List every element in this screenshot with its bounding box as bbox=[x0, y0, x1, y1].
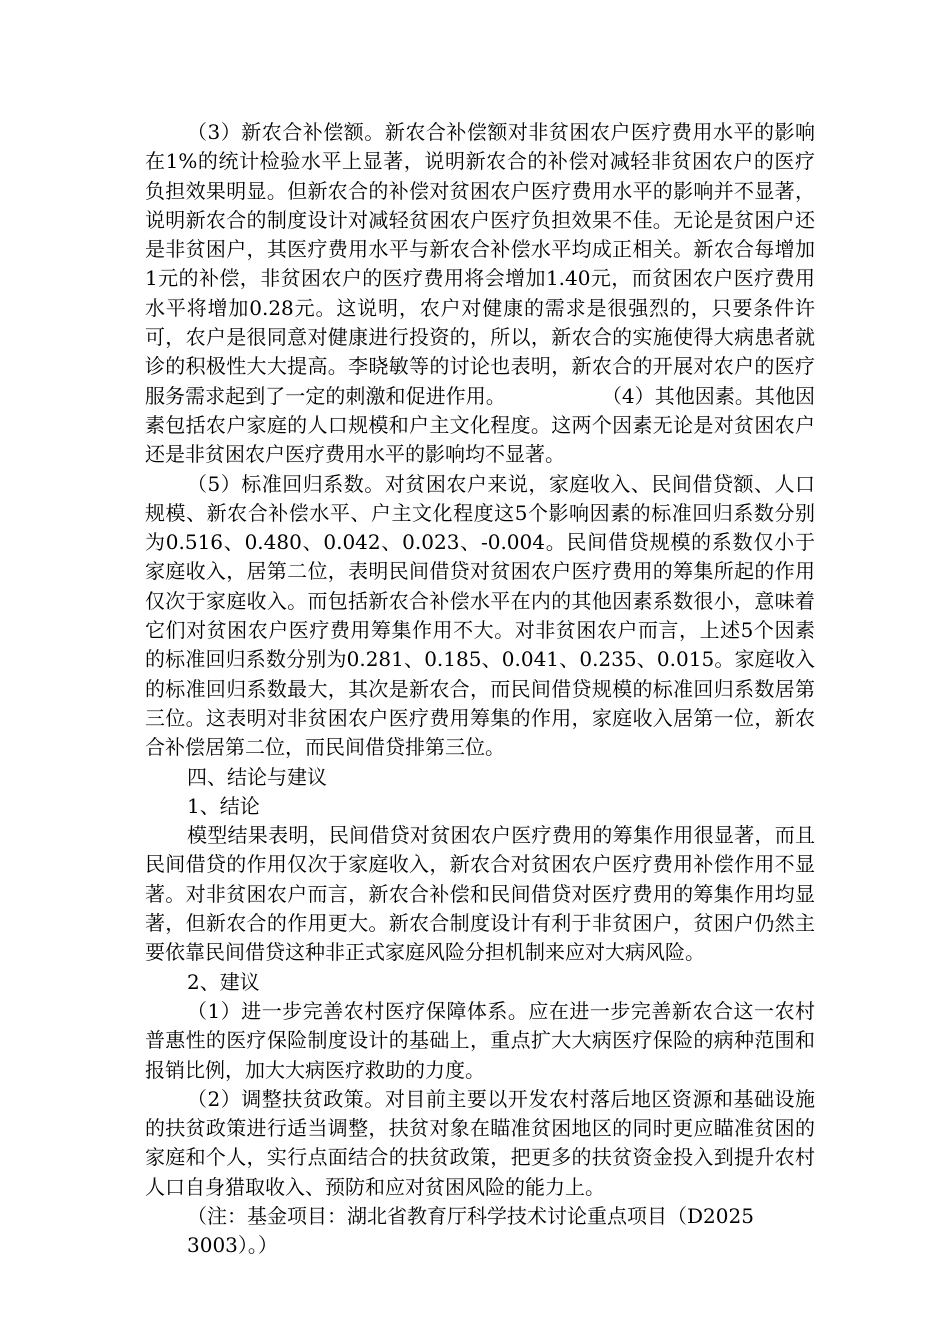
funding-note-line-1: （注：基金项目：湖北省教育厅科学技术讨论重点项目（D2025 bbox=[187, 1203, 754, 1228]
paragraph-suggestion-2: （2）调整扶贫政策。对目前主要以开发农村落后地区资源和基础设施的扶贫政策进行适当调整，扶贫对象在瞄准贫困地区的同时更应瞄准贫困的家庭和个人，实行点面结合的扶贫政策，把更多的扶贫资金投入到提升农村人口自身猎取收入、预防和应对贫困风险的能力上。 bbox=[145, 1086, 815, 1199]
paragraph-segment-4: （4）其他因素。其他因素包括农户家庭的人口规模和户主文化程度。这两个因素无论是对贫困农户还是非贫困农户医疗费用水平的影响均不显著。 bbox=[145, 383, 816, 467]
section-heading-conclusions: 四、结论与建议 bbox=[187, 764, 327, 789]
paragraph-conclusion: 模型结果表明，民间借贷对贫困农户医疗费用的筹集作用很显著，而且民间借贷的作用仅次于家庭收入，新农合对贫困农户医疗费用补偿作用不显著。对非贫困农户而言，新农合补偿和民间借贷对医疗费用的筹集作用均显著，但新农合的作用更大。新农合制度设计有利于非贫困户，贫困户仍然主要依靠民间借贷这种非正式家庭风险分担机制来应对大病风险。 bbox=[145, 823, 815, 965]
funding-note-line-2: 3003）。） bbox=[187, 1233, 278, 1258]
paragraph-standard-coefficients: （5）标准回归系数。对贫困农户来说，家庭收入、民间借贷额、人口规模、新农合补偿水平、户主文化程度这5个影响因素的标准回归系数分别为0.516、0.480、0.042、0.023、-0.004。民间借贷规模的系数仅小于家庭收入，居第二位，表明民间借贷对贫困农户医疗费用的筹集所起的作用仅次于家庭收入。而包括新农合补偿水平在内的其他因素系数很小，意味着它们对贫困农户医疗费用筹集作用不大。对非贫困农户而言，上述5个因素的标准回归系数分别为0.281、0.185、0.041、0.235、0.015。家庭收入的标准回归系数最大，其次是新农合，而民间借贷规模的标准回归系数居第三位。这表明对非贫困农户医疗费用筹集的作用，家庭收入居第一位，新农合补偿居第二位，而民间借贷排第三位。 bbox=[145, 471, 815, 760]
subheading-conclusion: 1、结论 bbox=[187, 793, 260, 818]
funding-note bbox=[145, 1202, 815, 1261]
subheading-suggestions: 2、建议 bbox=[187, 969, 260, 994]
document-body bbox=[145, 118, 815, 1261]
paragraph-segment-3: （3）新农合补偿额。新农合补偿额对非贫困农户医疗费用水平的影响在1%的统计检验水平上显著，说明新农合的补偿对减轻非贫困农户的医疗负担效果明显。但新农合的补偿对贫困农户医疗费用水平的影响并不显著，说明新农合的制度设计对减轻贫困农户医疗负担效果不佳。无论是贫困户还是非贫困户，其医疗费用水平与新农合补偿水平均成正相关。新农合每增加1元的补偿，非贫困农户的医疗费用将会增加1.40元，而贫困农户医疗费用水平将增加0.28元。这说明，农户对健康的需求是很强烈的，只要条件许可，农户是很同意对健康进行投资的，所以，新农合的实施使得大病患者就诊的积极性大大提高。李晓敏等的讨论也表明，新农合的开展对农户的医疗服务需求起到了一定的刺激和促进作用。 bbox=[145, 120, 815, 408]
paragraph-nhc-compensation bbox=[145, 118, 815, 470]
paragraph-suggestion-1: （1）进一步完善农村医疗保障体系。应在进一步完善新农合这一农村普惠性的医疗保险制度设计的基础上，重点扩大大病医疗保险的病种范围和报销比例，加大大病医疗救助的力度。 bbox=[145, 998, 815, 1082]
